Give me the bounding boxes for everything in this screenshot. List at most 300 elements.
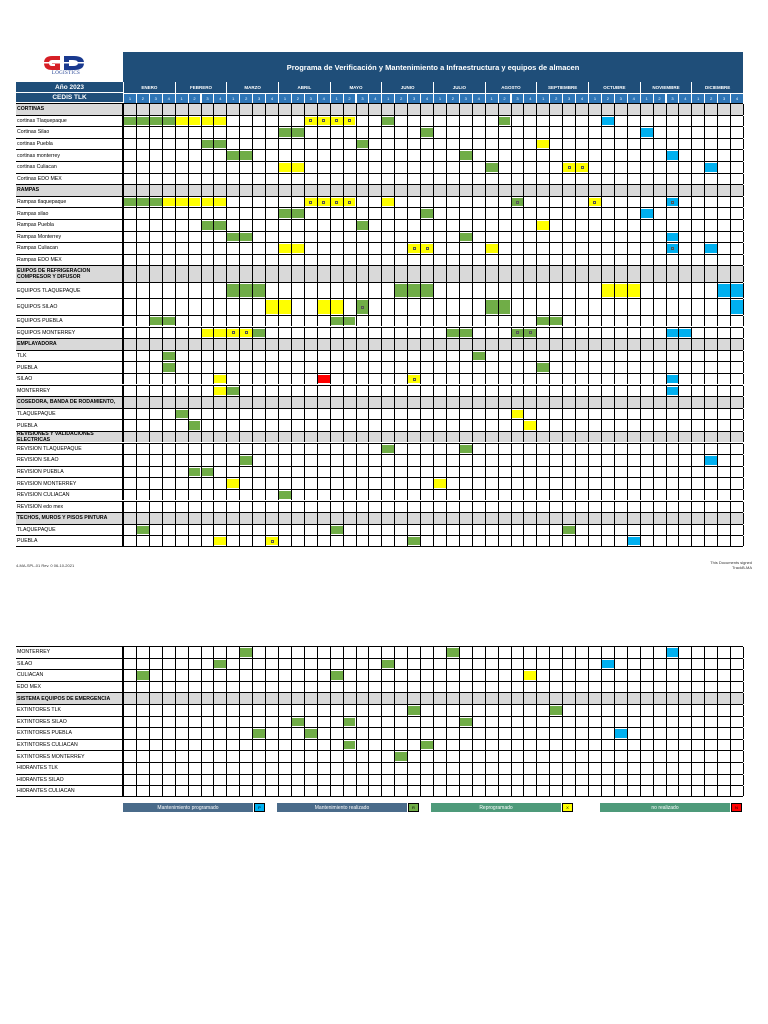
column-divider: [485, 467, 486, 478]
column-divider: [717, 386, 718, 397]
column-divider: [226, 374, 227, 385]
column-divider: [381, 328, 382, 339]
schedule-cell[interactable]: [214, 329, 226, 338]
schedule-cell[interactable]: [240, 456, 252, 465]
schedule-cell[interactable]: [408, 706, 420, 715]
column-divider: [252, 502, 253, 513]
schedule-cell[interactable]: [512, 410, 524, 419]
column-divider: [511, 220, 512, 231]
schedule-cell[interactable]: [253, 729, 265, 738]
schedule-cell[interactable]: [227, 233, 239, 242]
column-divider: [446, 174, 447, 185]
schedule-cell[interactable]: [524, 421, 536, 430]
table-row: [16, 739, 743, 751]
column-divider: [653, 299, 654, 315]
schedule-cell[interactable]: [705, 244, 717, 253]
schedule-cell[interactable]: [421, 209, 433, 218]
schedule-cell[interactable]: [305, 729, 317, 738]
week-header: 1: [640, 94, 653, 103]
schedule-cell[interactable]: [163, 352, 175, 361]
week-header: 2: [239, 94, 252, 103]
schedule-cell[interactable]: [163, 198, 175, 207]
column-divider: [368, 775, 369, 786]
column-divider: [394, 162, 395, 173]
week-header: 1: [226, 94, 239, 103]
schedule-cell[interactable]: [537, 363, 549, 372]
schedule-cell[interactable]: [602, 284, 614, 298]
column-divider: [394, 243, 395, 254]
schedule-cell[interactable]: [279, 209, 291, 218]
schedule-cell[interactable]: [486, 300, 498, 314]
schedule-cell[interactable]: [705, 163, 717, 172]
column-divider: [485, 444, 486, 455]
column-divider: [136, 705, 137, 716]
column-divider: [704, 208, 705, 219]
column-divider: [562, 208, 563, 219]
row-label: REVISION MONTERREY: [16, 478, 123, 489]
schedule-cell[interactable]: [176, 198, 188, 207]
column-divider: [175, 374, 176, 385]
column-divider: [201, 740, 202, 751]
column-divider: [614, 717, 615, 728]
schedule-cell[interactable]: [202, 468, 214, 477]
column-divider: [575, 751, 576, 762]
column-divider: [188, 536, 189, 546]
column-divider: [368, 185, 369, 196]
schedule-cell[interactable]: [602, 117, 614, 126]
schedule-cell[interactable]: [550, 317, 562, 326]
schedule-cell[interactable]: [357, 221, 369, 230]
column-divider: [704, 444, 705, 455]
schedule-cell[interactable]: [447, 329, 459, 338]
column-divider: [536, 786, 537, 796]
column-divider: [575, 455, 576, 466]
schedule-cell[interactable]: [318, 198, 330, 207]
schedule-cell[interactable]: [344, 198, 356, 207]
schedule-cell[interactable]: [227, 284, 239, 298]
column-divider: [498, 682, 499, 693]
schedule-cell[interactable]: [473, 352, 485, 361]
legend-swatch: P: [254, 803, 265, 812]
column-divider: [627, 351, 628, 362]
schedule-cell[interactable]: [447, 648, 459, 657]
schedule-cell[interactable]: [408, 244, 420, 253]
status-mark-icon: [426, 247, 429, 250]
column-divider: [226, 751, 227, 762]
column-divider: [433, 197, 434, 208]
schedule-cell[interactable]: [524, 671, 536, 680]
column-divider: [704, 232, 705, 243]
schedule-cell[interactable]: [318, 375, 330, 384]
column-divider: [485, 266, 486, 282]
schedule-cell[interactable]: [421, 128, 433, 137]
column-divider: [653, 127, 654, 138]
schedule-cell[interactable]: [589, 198, 601, 207]
schedule-cell[interactable]: [344, 117, 356, 126]
schedule-cell[interactable]: [344, 718, 356, 727]
schedule-cell[interactable]: [176, 117, 188, 126]
column-divider: [717, 682, 718, 693]
schedule-cell[interactable]: [227, 329, 239, 338]
schedule-cell[interactable]: [408, 375, 420, 384]
column-divider: [498, 478, 499, 489]
schedule-cell[interactable]: [240, 648, 252, 657]
schedule-cell[interactable]: [163, 117, 175, 126]
column-divider: [252, 255, 253, 266]
schedule-cell[interactable]: [486, 244, 498, 253]
schedule-cell[interactable]: [576, 163, 588, 172]
schedule-cell[interactable]: [667, 233, 679, 242]
schedule-cell[interactable]: [667, 648, 679, 657]
schedule-cell[interactable]: [292, 244, 304, 253]
schedule-cell[interactable]: [137, 117, 149, 126]
month-header: MAYO: [330, 82, 382, 93]
column-divider: [188, 478, 189, 489]
column-divider: [123, 647, 124, 658]
column-divider: [614, 693, 615, 704]
schedule-cell[interactable]: [150, 198, 162, 207]
schedule-cell[interactable]: [628, 537, 640, 545]
schedule-cell[interactable]: [499, 300, 511, 314]
column-divider: [330, 659, 331, 670]
column-divider: [717, 351, 718, 362]
legend-swatch: N: [731, 803, 742, 812]
schedule-cell[interactable]: [240, 233, 252, 242]
schedule-cell[interactable]: [305, 198, 317, 207]
column-divider: [394, 316, 395, 327]
column-divider: [239, 670, 240, 681]
column-divider: [459, 705, 460, 716]
column-divider: [356, 705, 357, 716]
column-divider: [601, 536, 602, 546]
schedule-cell[interactable]: [460, 329, 472, 338]
column-divider: [511, 232, 512, 243]
column-divider: [136, 208, 137, 219]
schedule-cell[interactable]: [279, 128, 291, 137]
column-divider: [472, 116, 473, 127]
column-divider: [304, 490, 305, 501]
column-divider: [498, 104, 499, 115]
schedule-cell[interactable]: [150, 117, 162, 126]
schedule-cell[interactable]: [279, 244, 291, 253]
schedule-cell[interactable]: [731, 284, 743, 298]
schedule-cell[interactable]: [641, 128, 653, 137]
schedule-cell[interactable]: [421, 741, 433, 750]
schedule-cell[interactable]: [331, 317, 343, 326]
schedule-cell[interactable]: [189, 198, 201, 207]
schedule-cell[interactable]: [150, 317, 162, 326]
schedule-cell[interactable]: [641, 209, 653, 218]
column-divider: [420, 659, 421, 670]
schedule-cell[interactable]: [189, 117, 201, 126]
schedule-cell[interactable]: [189, 468, 201, 477]
schedule-cell[interactable]: [667, 244, 679, 253]
schedule-cell[interactable]: [163, 317, 175, 326]
column-divider: [640, 705, 641, 716]
schedule-cell[interactable]: [137, 671, 149, 680]
column-divider: [472, 740, 473, 751]
column-divider: [407, 740, 408, 751]
column-divider: [498, 351, 499, 362]
schedule-cell[interactable]: [124, 198, 136, 207]
column-divider: [356, 432, 357, 443]
schedule-cell[interactable]: [202, 140, 214, 149]
schedule-cell[interactable]: [266, 537, 278, 545]
schedule-cell[interactable]: [408, 537, 420, 545]
schedule-cell[interactable]: [227, 151, 239, 160]
schedule-cell[interactable]: [253, 329, 265, 338]
column-divider: [614, 397, 615, 408]
schedule-cell[interactable]: [382, 445, 394, 454]
schedule-cell[interactable]: [408, 284, 420, 298]
schedule-cell[interactable]: [524, 329, 536, 338]
column-divider: [368, 104, 369, 115]
schedule-cell[interactable]: [512, 198, 524, 207]
column-divider: [485, 116, 486, 127]
schedule-cell[interactable]: [537, 317, 549, 326]
schedule-cell[interactable]: [266, 300, 278, 314]
schedule-cell[interactable]: [214, 387, 226, 396]
column-divider: [317, 682, 318, 693]
column-divider: [614, 536, 615, 546]
schedule-cell[interactable]: [202, 329, 214, 338]
column-divider: [252, 670, 253, 681]
schedule-cell[interactable]: [331, 300, 343, 314]
schedule-cell[interactable]: [499, 117, 511, 126]
schedule-cell[interactable]: [395, 284, 407, 298]
schedule-cell[interactable]: [512, 329, 524, 338]
column-divider: [523, 374, 524, 385]
column-divider: [627, 693, 628, 704]
column-divider: [640, 104, 641, 115]
column-divider: [226, 444, 227, 455]
column-divider: [394, 328, 395, 339]
column-divider: [149, 432, 150, 443]
schedule-cell[interactable]: [705, 456, 717, 465]
column-divider: [252, 490, 253, 501]
schedule-cell[interactable]: [421, 244, 433, 253]
schedule-cell[interactable]: [189, 421, 201, 430]
column-divider: [226, 220, 227, 231]
column-divider: [523, 751, 524, 762]
schedule-cell[interactable]: [202, 117, 214, 126]
column-divider: [226, 763, 227, 774]
column-divider: [394, 409, 395, 420]
week-header: 1: [123, 94, 136, 103]
column-divider: [394, 374, 395, 385]
column-divider: [691, 659, 692, 670]
column-divider: [433, 740, 434, 751]
column-divider: [291, 693, 292, 704]
column-divider: [704, 255, 705, 266]
schedule-cell[interactable]: [176, 410, 188, 419]
column-divider: [420, 150, 421, 161]
column-divider: [252, 751, 253, 762]
schedule-cell[interactable]: [331, 117, 343, 126]
schedule-cell[interactable]: [460, 718, 472, 727]
schedule-cell[interactable]: [537, 221, 549, 230]
column-divider: [123, 705, 124, 716]
column-divider: [265, 185, 266, 196]
schedule-cell[interactable]: [318, 300, 330, 314]
schedule-cell[interactable]: [292, 128, 304, 137]
schedule-cell[interactable]: [382, 198, 394, 207]
schedule-cell[interactable]: [331, 198, 343, 207]
schedule-cell[interactable]: [395, 752, 407, 761]
schedule-cell[interactable]: [227, 387, 239, 396]
schedule-cell[interactable]: [382, 117, 394, 126]
schedule-cell[interactable]: [331, 526, 343, 535]
schedule-cell[interactable]: [292, 209, 304, 218]
column-divider: [433, 220, 434, 231]
column-divider: [640, 150, 641, 161]
schedule-cell[interactable]: [615, 729, 627, 738]
schedule-cell[interactable]: [615, 284, 627, 298]
column-divider: [123, 786, 124, 796]
schedule-cell[interactable]: [163, 363, 175, 372]
column-divider: [640, 763, 641, 774]
column-divider: [446, 467, 447, 478]
column-divider: [691, 150, 692, 161]
column-divider: [562, 467, 563, 478]
column-divider: [459, 670, 460, 681]
column-divider: [549, 420, 550, 431]
schedule-cell[interactable]: [563, 163, 575, 172]
schedule-cell[interactable]: [292, 718, 304, 727]
schedule-cell[interactable]: [214, 660, 226, 669]
schedule-cell[interactable]: [667, 198, 679, 207]
column-divider: [123, 751, 124, 762]
column-divider: [175, 339, 176, 350]
schedule-cell[interactable]: [240, 329, 252, 338]
column-divider: [420, 104, 421, 115]
schedule-cell[interactable]: [344, 741, 356, 750]
schedule-cell[interactable]: [460, 233, 472, 242]
column-divider: [175, 490, 176, 501]
schedule-cell[interactable]: [292, 163, 304, 172]
schedule-cell[interactable]: [253, 284, 265, 298]
column-divider: [511, 728, 512, 739]
schedule-cell[interactable]: [214, 221, 226, 230]
schedule-cell[interactable]: [214, 537, 226, 545]
schedule-cell[interactable]: [202, 198, 214, 207]
column-divider: [368, 362, 369, 373]
schedule-cell[interactable]: [357, 140, 369, 149]
column-divider: [485, 104, 486, 115]
schedule-cell[interactable]: [667, 387, 679, 396]
column-divider: [433, 104, 434, 115]
column-divider: [304, 316, 305, 327]
column-divider: [175, 502, 176, 513]
column-divider: [717, 362, 718, 373]
schedule-cell[interactable]: [434, 479, 446, 488]
column-divider: [175, 266, 176, 282]
schedule-cell[interactable]: [602, 660, 614, 669]
schedule-cell[interactable]: [214, 375, 226, 384]
schedule-cell[interactable]: [667, 151, 679, 160]
column-divider: [381, 420, 382, 431]
schedule-cell[interactable]: [202, 221, 214, 230]
column-divider: [265, 162, 266, 173]
column-divider: [356, 775, 357, 786]
column-divider: [653, 185, 654, 196]
column-divider: [188, 682, 189, 693]
schedule-cell[interactable]: [124, 117, 136, 126]
column-divider: [407, 525, 408, 536]
schedule-cell[interactable]: [137, 526, 149, 535]
column-divider: [123, 174, 124, 185]
column-divider: [446, 420, 447, 431]
column-divider: [291, 220, 292, 231]
schedule-cell[interactable]: [344, 317, 356, 326]
column-divider: [149, 283, 150, 299]
column-divider: [381, 525, 382, 536]
column-divider: [252, 682, 253, 693]
schedule-cell[interactable]: [628, 284, 640, 298]
schedule-cell[interactable]: [563, 526, 575, 535]
schedule-cell[interactable]: [279, 163, 291, 172]
schedule-cell[interactable]: [240, 151, 252, 160]
column-divider: [188, 150, 189, 161]
schedule-cell[interactable]: [460, 151, 472, 160]
column-divider: [407, 162, 408, 173]
schedule-cell[interactable]: [382, 660, 394, 669]
column-divider: [627, 682, 628, 693]
schedule-cell[interactable]: [537, 140, 549, 149]
column-divider: [743, 659, 744, 670]
schedule-cell[interactable]: [240, 284, 252, 298]
column-divider: [252, 717, 253, 728]
schedule-cell[interactable]: [357, 300, 369, 314]
column-divider: [640, 139, 641, 150]
column-divider: [420, 420, 421, 431]
column-divider: [472, 478, 473, 489]
column-divider: [188, 185, 189, 196]
column-divider: [317, 513, 318, 524]
schedule-cell[interactable]: [214, 198, 226, 207]
schedule-cell[interactable]: [679, 329, 691, 338]
schedule-cell[interactable]: [421, 284, 433, 298]
table-row: [16, 254, 743, 266]
schedule-cell[interactable]: [460, 445, 472, 454]
schedule-cell[interactable]: [667, 375, 679, 384]
schedule-cell[interactable]: [137, 198, 149, 207]
schedule-cell[interactable]: [331, 671, 343, 680]
column-divider: [730, 255, 731, 266]
schedule-cell[interactable]: [214, 140, 226, 149]
schedule-cell[interactable]: [227, 479, 239, 488]
column-divider: [627, 208, 628, 219]
schedule-cell[interactable]: [279, 491, 291, 500]
schedule-cell[interactable]: [486, 163, 498, 172]
column-divider: [511, 127, 512, 138]
column-divider: [588, 705, 589, 716]
schedule-cell[interactable]: [667, 329, 679, 338]
column-divider: [472, 283, 473, 299]
schedule-cell[interactable]: [279, 300, 291, 314]
schedule-cell[interactable]: [550, 706, 562, 715]
schedule-cell[interactable]: [718, 284, 730, 298]
column-divider: [536, 409, 537, 420]
column-divider: [175, 647, 176, 658]
schedule-cell[interactable]: [318, 117, 330, 126]
schedule-cell[interactable]: [731, 300, 743, 314]
column-divider: [730, 467, 731, 478]
schedule-cell[interactable]: [305, 117, 317, 126]
schedule-cell[interactable]: [214, 117, 226, 126]
column-divider: [188, 266, 189, 282]
status-mark-icon: [361, 306, 364, 309]
